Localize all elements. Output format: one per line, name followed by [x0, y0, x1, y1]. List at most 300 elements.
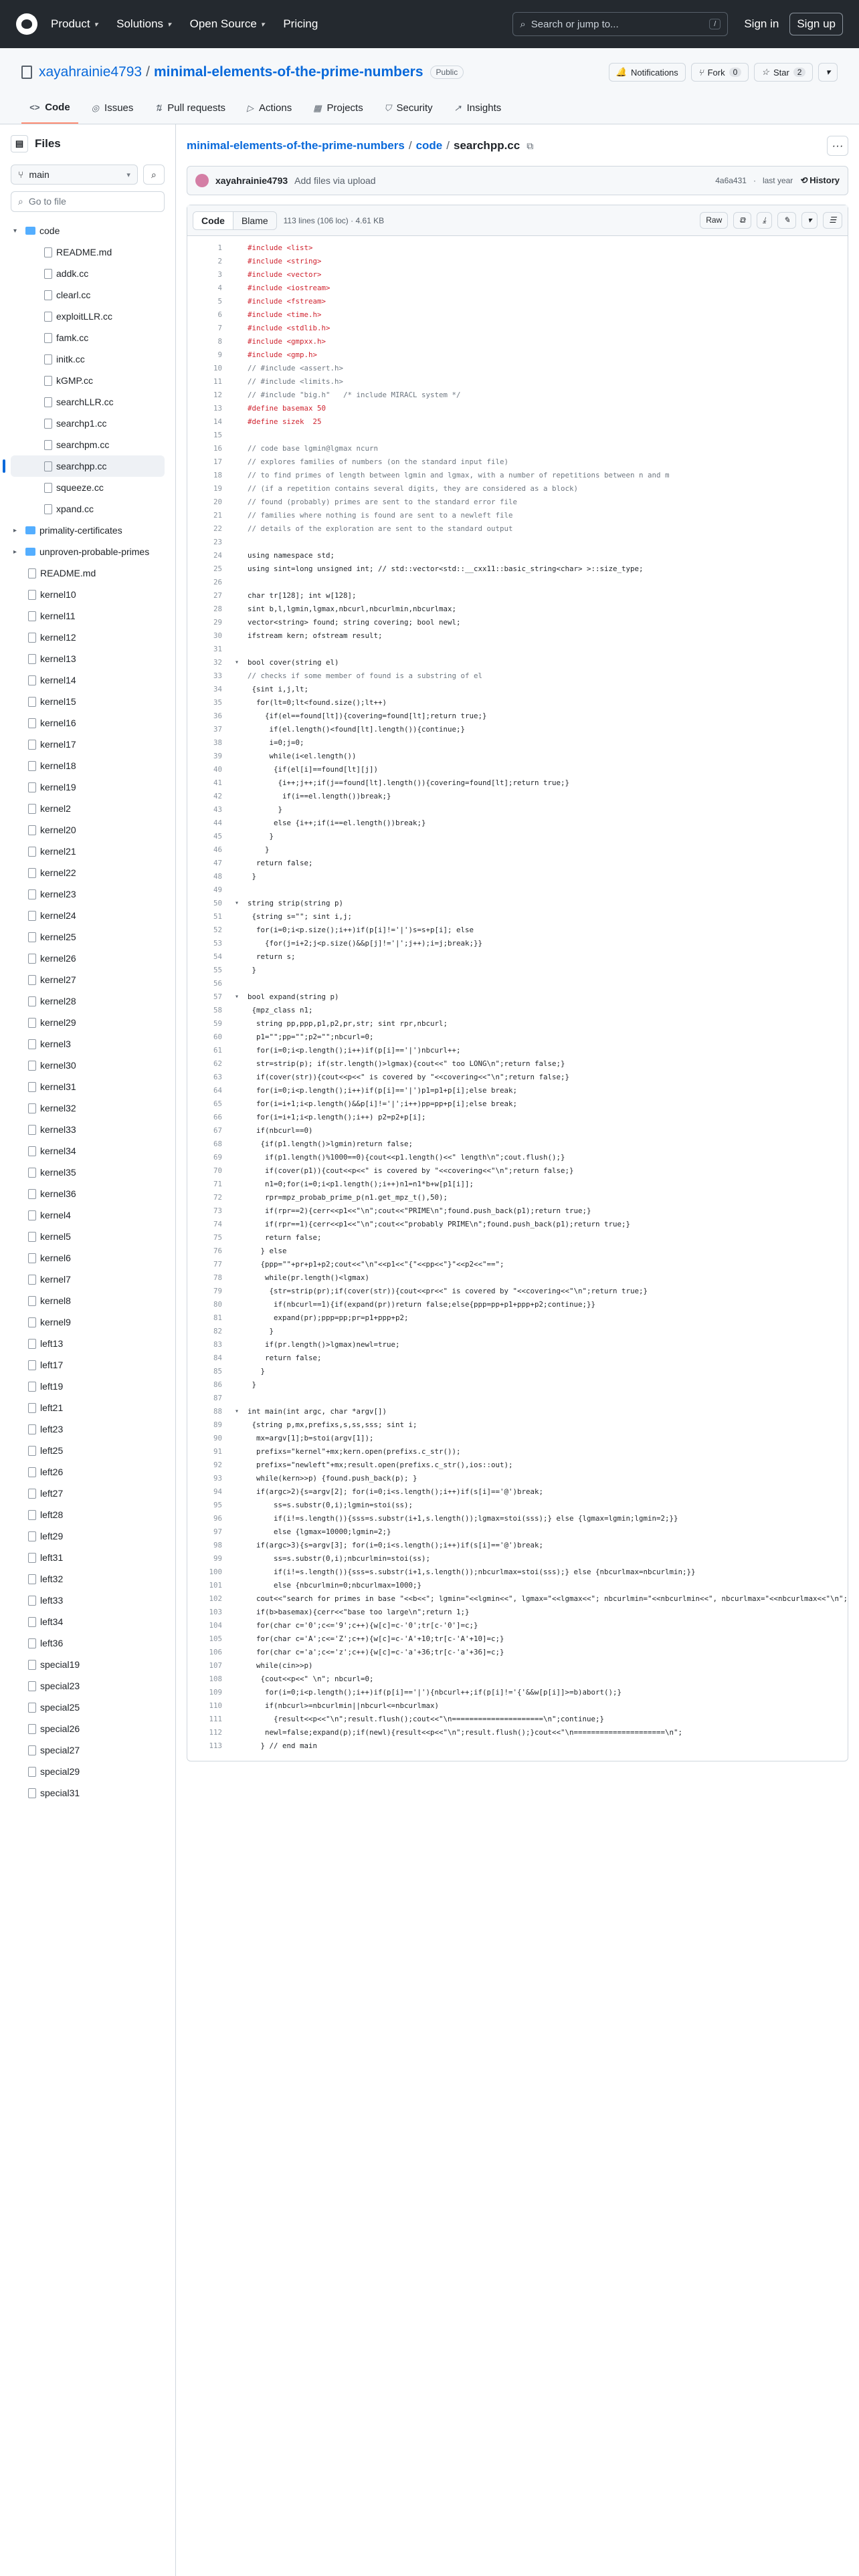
line-number[interactable]: 103 — [209, 1608, 222, 1616]
tree-file[interactable] — [11, 1311, 165, 1333]
tree-item-label: kernel7 — [40, 1274, 71, 1285]
line-number[interactable]: 108 — [209, 1675, 222, 1683]
line-number[interactable]: 48 — [213, 872, 222, 881]
tree-file[interactable] — [11, 819, 165, 841]
fold-chevron-icon[interactable]: ▾ — [234, 993, 239, 1000]
line-number[interactable]: 58 — [213, 1006, 222, 1014]
line-number[interactable]: 55 — [213, 966, 222, 974]
code-text: } — [247, 872, 256, 881]
tree-file[interactable] — [11, 1654, 165, 1675]
tree-file[interactable] — [11, 1055, 165, 1076]
tree-file[interactable] — [11, 263, 165, 284]
line-number[interactable]: 62 — [213, 1059, 222, 1068]
line-number[interactable]: 70 — [213, 1166, 222, 1175]
line-number[interactable]: 37 — [213, 725, 222, 734]
fold-gutter — [226, 469, 248, 482]
branch-selector[interactable]: ⑂ main ▾ — [11, 165, 138, 185]
line-number[interactable]: 19 — [213, 484, 222, 493]
file-icon — [28, 1210, 36, 1220]
line-number[interactable]: 2 — [217, 257, 222, 265]
line-number[interactable]: 75 — [213, 1233, 222, 1242]
tree-file[interactable] — [11, 1076, 165, 1097]
line-number[interactable]: 92 — [213, 1461, 222, 1469]
visibility-badge: Public — [430, 66, 464, 79]
tree-file[interactable] — [11, 905, 165, 926]
line-number[interactable]: 42 — [213, 792, 222, 800]
tree-item-label: primality-certificates — [39, 525, 122, 536]
tree-file[interactable] — [11, 841, 165, 862]
line-number[interactable]: 47 — [213, 859, 222, 867]
line-number[interactable]: 15 — [213, 431, 222, 439]
tree-file[interactable] — [11, 669, 165, 691]
sidebar-collapse-icon[interactable]: ▤ — [11, 135, 28, 152]
code-text: for(i=0;i<p.length();i++)if(p[i]=='|')nbcurl++; — [247, 1046, 461, 1055]
fold-chevron-icon[interactable]: ▾ — [234, 899, 239, 907]
line-number[interactable]: 96 — [213, 1514, 222, 1523]
line-number[interactable]: 10 — [213, 364, 222, 372]
more-options-button[interactable] — [827, 136, 848, 156]
tree-file[interactable] — [11, 391, 165, 413]
tab-actions[interactable]: ▷ Actions — [247, 102, 292, 114]
line-number[interactable]: 29 — [213, 618, 222, 627]
tree-file[interactable] — [11, 1162, 165, 1183]
history-button[interactable]: ⟲ History — [799, 175, 840, 185]
breadcrumb-repo-link[interactable]: minimal-elements-of-the-prime-numbers — [186, 139, 405, 152]
line-number[interactable]: 78 — [213, 1273, 222, 1282]
tree-folder[interactable] — [11, 541, 165, 562]
tree-file[interactable] — [11, 1290, 165, 1311]
line-number[interactable]: 95 — [213, 1501, 222, 1509]
github-logo-icon[interactable] — [16, 13, 37, 35]
line-number[interactable]: 109 — [209, 1688, 222, 1697]
file-icon — [28, 1103, 36, 1113]
tab-issues[interactable]: ◎ Issues — [91, 102, 134, 114]
code-line — [187, 1472, 848, 1485]
line-number[interactable]: 107 — [209, 1661, 222, 1670]
tree-file[interactable] — [11, 691, 165, 712]
code-line — [187, 1271, 848, 1285]
fork-button[interactable]: ⑂ Fork 0 — [691, 63, 749, 82]
tree-item-label: kGMP.cc — [56, 375, 93, 386]
code-line — [187, 335, 848, 348]
tree-file[interactable] — [11, 562, 165, 584]
line-number[interactable]: 56 — [213, 979, 222, 988]
line-number[interactable]: 74 — [213, 1220, 222, 1228]
code-line — [187, 1726, 848, 1739]
line-number[interactable]: 61 — [213, 1046, 222, 1055]
line-number[interactable]: 9 — [217, 350, 222, 359]
line-number[interactable]: 81 — [213, 1313, 222, 1322]
code-text: for(lt=0;lt<found.size();lt++) — [247, 698, 387, 707]
notifications-button[interactable]: 🔔 Notifications — [609, 63, 686, 82]
tree-file[interactable] — [11, 1183, 165, 1204]
tree-file[interactable] — [11, 498, 165, 520]
line-number[interactable]: 86 — [213, 1380, 222, 1389]
line-number[interactable]: 14 — [213, 417, 222, 426]
tree-file[interactable] — [11, 306, 165, 327]
line-number[interactable]: 23 — [213, 538, 222, 546]
line-number[interactable]: 83 — [213, 1340, 222, 1349]
tree-folder[interactable] — [11, 520, 165, 541]
code-text: #include <iostream> — [247, 284, 330, 292]
line-number[interactable]: 4 — [217, 284, 222, 292]
code-line — [187, 1485, 848, 1499]
line-number[interactable]: 33 — [213, 671, 222, 680]
fork-count: 0 — [729, 68, 742, 77]
nav-open-source[interactable]: Open Source ▾ — [189, 17, 265, 30]
tree-file[interactable] — [11, 862, 165, 883]
tree-file[interactable] — [11, 1097, 165, 1119]
tree-file[interactable] — [11, 1504, 165, 1525]
fold-chevron-icon[interactable]: ▾ — [234, 659, 239, 666]
tree-item-label: left36 — [40, 1638, 64, 1648]
file-icon — [28, 1082, 36, 1092]
line-number[interactable]: 27 — [213, 591, 222, 600]
file-icon — [44, 290, 52, 300]
tree-file[interactable] — [11, 1782, 165, 1804]
nav-pricing[interactable]: Pricing — [283, 17, 318, 30]
file-icon — [28, 1253, 36, 1263]
tab-code[interactable]: <> Code — [21, 95, 78, 124]
code-line — [187, 308, 848, 322]
line-number[interactable]: 88 — [213, 1407, 222, 1416]
line-number[interactable]: 32 — [213, 658, 222, 667]
line-number[interactable]: 67 — [213, 1126, 222, 1135]
tree-file[interactable] — [11, 990, 165, 1012]
commit-author-link[interactable]: xayahrainie4793 — [215, 175, 288, 186]
fold-gutter — [226, 295, 248, 308]
edit-file-button[interactable] — [777, 212, 796, 229]
tree-file[interactable] — [11, 1611, 165, 1632]
tree-file[interactable] — [11, 327, 165, 348]
tree-folder[interactable] — [11, 220, 165, 241]
tree-item-label: special26 — [40, 1723, 80, 1734]
line-number[interactable]: 46 — [213, 845, 222, 854]
tree-item-label: kernel11 — [40, 611, 76, 621]
tree-file[interactable] — [11, 1140, 165, 1162]
line-number[interactable]: 38 — [213, 738, 222, 747]
line-number[interactable]: 60 — [213, 1033, 222, 1041]
tree-file[interactable] — [11, 413, 165, 434]
line-number[interactable]: 16 — [213, 444, 222, 453]
path-separator: / — [446, 139, 450, 152]
line-number[interactable]: 41 — [213, 778, 222, 787]
tree-file[interactable] — [11, 455, 165, 477]
line-number[interactable]: 52 — [213, 926, 222, 934]
fold-gutter — [226, 1097, 248, 1111]
fold-gutter — [226, 522, 248, 536]
tree-file[interactable] — [11, 1226, 165, 1247]
line-number[interactable]: 65 — [213, 1099, 222, 1108]
file-icon — [28, 1681, 36, 1691]
line-number[interactable]: 64 — [213, 1086, 222, 1095]
tree-item-label: left31 — [40, 1552, 64, 1563]
line-number[interactable]: 93 — [213, 1474, 222, 1483]
code-text: // details of the exploration are sent to the standard output — [247, 524, 513, 533]
line-number[interactable]: 98 — [213, 1541, 222, 1549]
tree-file[interactable] — [11, 284, 165, 306]
tab-pull-requests[interactable]: ⇅ Pull requests — [155, 102, 226, 114]
fold-gutter — [226, 616, 248, 629]
code-line — [187, 817, 848, 830]
line-number[interactable]: 1 — [217, 243, 222, 252]
line-number[interactable]: 82 — [213, 1327, 222, 1335]
line-number[interactable]: 40 — [213, 765, 222, 774]
chevron-down-icon: ▾ — [167, 20, 171, 29]
tree-file[interactable] — [11, 1547, 165, 1568]
code-text: {if(p1.length()>lgmin)return false; — [247, 1140, 413, 1148]
file-icon — [28, 1510, 36, 1520]
line-number[interactable]: 18 — [213, 471, 222, 479]
tree-file[interactable] — [11, 1590, 165, 1611]
line-number[interactable]: 69 — [213, 1153, 222, 1162]
line-number[interactable]: 51 — [213, 912, 222, 921]
line-number[interactable]: 113 — [209, 1741, 222, 1750]
tree-file[interactable] — [11, 1525, 165, 1547]
code-text: ss=s.substr(0,i);lgmin=stoi(ss); — [247, 1501, 413, 1509]
line-number[interactable]: 12 — [213, 391, 222, 399]
line-number[interactable]: 53 — [213, 939, 222, 948]
code-line — [187, 1566, 848, 1579]
line-number[interactable]: 24 — [213, 551, 222, 560]
line-number[interactable]: 35 — [213, 698, 222, 707]
tree-file[interactable] — [11, 1761, 165, 1782]
copy-raw-button[interactable] — [733, 212, 751, 229]
line-number[interactable]: 104 — [209, 1621, 222, 1630]
line-number[interactable]: 97 — [213, 1527, 222, 1536]
edit-dropdown-button[interactable] — [801, 212, 818, 229]
line-number[interactable]: 110 — [209, 1701, 222, 1710]
line-number[interactable]: 71 — [213, 1180, 222, 1188]
code-text: vector<string> found; string covering; bool newl; — [247, 618, 461, 627]
line-number[interactable]: 25 — [213, 564, 222, 573]
tree-file[interactable] — [11, 1269, 165, 1290]
line-number[interactable]: 45 — [213, 832, 222, 841]
tab-projects[interactable]: ▦ Projects — [313, 102, 363, 114]
tree-file[interactable] — [11, 1675, 165, 1697]
line-number[interactable]: 90 — [213, 1434, 222, 1442]
blame-view-button[interactable]: Blame — [241, 215, 268, 226]
tree-file[interactable] — [11, 1483, 165, 1504]
fold-gutter — [226, 1271, 248, 1285]
file-icon — [28, 1788, 36, 1798]
tree-file[interactable] — [11, 1204, 165, 1226]
global-search-input[interactable]: ⌕ Search or jump to... / — [512, 12, 728, 36]
line-number[interactable]: 100 — [209, 1568, 222, 1576]
avatar[interactable] — [195, 174, 209, 187]
fold-gutter — [226, 629, 248, 643]
tree-file[interactable] — [11, 1440, 165, 1461]
code-text: #include <string> — [247, 257, 322, 265]
line-number[interactable]: 85 — [213, 1367, 222, 1376]
tree-file[interactable] — [11, 1697, 165, 1718]
tree-file[interactable] — [11, 1632, 165, 1654]
file-icon — [28, 1039, 36, 1049]
line-number[interactable]: 34 — [213, 685, 222, 693]
line-number[interactable]: 30 — [213, 631, 222, 640]
search-files-button[interactable] — [143, 165, 165, 185]
line-number[interactable]: 99 — [213, 1554, 222, 1563]
tree-file[interactable] — [11, 1247, 165, 1269]
line-number[interactable]: 66 — [213, 1113, 222, 1121]
file-icon — [28, 1403, 36, 1413]
tree-file[interactable] — [11, 1119, 165, 1140]
file-icon — [28, 1146, 36, 1156]
line-number[interactable]: 76 — [213, 1247, 222, 1255]
line-number[interactable]: 111 — [209, 1715, 222, 1723]
tree-file[interactable] — [11, 1461, 165, 1483]
line-number[interactable]: 17 — [213, 457, 222, 466]
line-number[interactable]: 31 — [213, 645, 222, 653]
line-number[interactable]: 73 — [213, 1206, 222, 1215]
line-number[interactable]: 7 — [217, 324, 222, 332]
line-number[interactable]: 5 — [217, 297, 222, 306]
code-line — [187, 362, 848, 375]
line-number[interactable]: 54 — [213, 952, 222, 961]
tree-file[interactable] — [11, 926, 165, 948]
tree-file[interactable] — [11, 605, 165, 627]
tree-file[interactable] — [11, 755, 165, 776]
line-number[interactable]: 28 — [213, 605, 222, 613]
code-text: {cout<<p<<" \n"; nbcurl=0; — [247, 1675, 374, 1683]
line-number[interactable]: 72 — [213, 1193, 222, 1202]
download-raw-button[interactable] — [757, 212, 772, 229]
line-number[interactable]: 101 — [209, 1581, 222, 1590]
line-number[interactable]: 20 — [213, 498, 222, 506]
line-number[interactable]: 57 — [213, 992, 222, 1001]
line-number[interactable]: 50 — [213, 899, 222, 907]
line-number[interactable]: 8 — [217, 337, 222, 346]
tree-file[interactable] — [11, 1568, 165, 1590]
line-number[interactable]: 22 — [213, 524, 222, 533]
line-number[interactable]: 49 — [213, 885, 222, 894]
line-number[interactable]: 63 — [213, 1073, 222, 1081]
raw-button[interactable]: Raw — [700, 212, 728, 229]
tree-file[interactable] — [11, 370, 165, 391]
tree-file[interactable] — [11, 1418, 165, 1440]
copy-path-icon[interactable]: ⧉ — [527, 140, 534, 151]
repo-owner-link[interactable]: xayahrainie4793 — [39, 64, 142, 80]
fold-gutter — [226, 1044, 248, 1057]
commit-message-link[interactable]: Add files via upload — [294, 175, 376, 186]
fold-gutter — [226, 910, 248, 924]
tree-item-label: left29 — [40, 1531, 64, 1541]
tree-file[interactable] — [11, 712, 165, 734]
line-number[interactable]: 68 — [213, 1140, 222, 1148]
symbols-panel-button[interactable] — [823, 212, 842, 229]
tree-file[interactable] — [11, 1333, 165, 1354]
tab-security[interactable]: ⛉ Security — [384, 102, 433, 114]
bell-icon: 🔔 — [615, 67, 627, 77]
code-text: } — [247, 832, 274, 841]
tree-file[interactable] — [11, 798, 165, 819]
nav-solutions[interactable]: Solutions ▾ — [116, 17, 171, 30]
code-line — [187, 616, 848, 629]
repo-name-link[interactable]: minimal-elements-of-the-prime-numbers — [153, 64, 423, 80]
tree-file[interactable] — [11, 969, 165, 990]
tree-file[interactable] — [11, 1354, 165, 1376]
line-number[interactable]: 13 — [213, 404, 222, 413]
line-number[interactable]: 26 — [213, 578, 222, 586]
tree-file[interactable] — [11, 776, 165, 798]
tree-file[interactable] — [11, 1033, 165, 1055]
code-view-button[interactable]: Code — [193, 212, 233, 229]
line-number[interactable]: 6 — [217, 310, 222, 319]
line-number[interactable]: 94 — [213, 1487, 222, 1496]
line-number[interactable]: 59 — [213, 1019, 222, 1028]
line-number[interactable]: 79 — [213, 1287, 222, 1295]
tree-file[interactable] — [11, 948, 165, 969]
file-icon — [28, 1446, 36, 1456]
line-number[interactable]: 21 — [213, 511, 222, 520]
line-number[interactable]: 87 — [213, 1394, 222, 1402]
sign-up-button[interactable]: Sign up — [789, 13, 843, 35]
go-to-file-input[interactable]: ⌕ Go to file — [11, 191, 165, 212]
line-number[interactable]: 36 — [213, 712, 222, 720]
line-number[interactable]: 43 — [213, 805, 222, 814]
code-text: ss=s.substr(0,i);nbcurlmin=stoi(ss); — [247, 1554, 430, 1563]
line-number[interactable]: 102 — [209, 1594, 222, 1603]
breadcrumb-dir-link[interactable]: code — [415, 139, 443, 152]
line-number[interactable]: 89 — [213, 1420, 222, 1429]
tree-file[interactable] — [11, 434, 165, 455]
code-text: else {i++;if(i==el.length())break;} — [247, 819, 426, 827]
line-number[interactable]: 112 — [209, 1728, 222, 1737]
tab-insights[interactable]: ↗ Insights — [454, 102, 502, 114]
line-number[interactable]: 105 — [209, 1634, 222, 1643]
issue-icon: ◎ — [91, 102, 100, 113]
line-number[interactable]: 84 — [213, 1354, 222, 1362]
line-number[interactable]: 11 — [213, 377, 222, 386]
line-number[interactable]: 39 — [213, 752, 222, 760]
tree-file[interactable] — [11, 883, 165, 905]
line-number[interactable]: 80 — [213, 1300, 222, 1309]
tree-file[interactable] — [11, 1718, 165, 1739]
commit-hash-link[interactable]: 4a6a431 — [715, 176, 747, 185]
sign-in-link[interactable]: Sign in — [744, 17, 779, 30]
tree-file[interactable] — [11, 584, 165, 605]
line-number[interactable]: 44 — [213, 819, 222, 827]
code-line — [187, 268, 848, 282]
tree-file[interactable] — [11, 648, 165, 669]
nav-product[interactable]: Product ▾ — [51, 17, 98, 30]
tree-item-label: squeeze.cc — [56, 482, 104, 493]
tree-file[interactable] — [11, 477, 165, 498]
tree-file[interactable] — [11, 1739, 165, 1761]
tree-file[interactable] — [11, 627, 165, 648]
tree-file[interactable] — [11, 348, 165, 370]
line-number[interactable]: 91 — [213, 1447, 222, 1456]
fold-chevron-icon[interactable]: ▾ — [234, 1408, 239, 1415]
tree-item-label: kernel16 — [40, 718, 76, 728]
tree-file[interactable] — [11, 1012, 165, 1033]
line-number[interactable]: 77 — [213, 1260, 222, 1269]
code-text: // code base lgmin@lgmax ncurn — [247, 444, 378, 453]
code-text: if(argc>2){s=argv[2]; for(i=0;i<s.length();i++)if(s[i]=='@')break; — [247, 1487, 543, 1496]
tree-file[interactable] — [11, 241, 165, 263]
code-text: return false; — [247, 1354, 322, 1362]
tree-file[interactable] — [11, 1397, 165, 1418]
code-text: } // end main — [247, 1741, 317, 1750]
tree-file[interactable] — [11, 1376, 165, 1397]
file-icon — [28, 1767, 36, 1777]
line-number[interactable]: 106 — [209, 1648, 222, 1656]
line-number[interactable]: 3 — [217, 270, 222, 279]
tree-file[interactable] — [11, 734, 165, 755]
file-icon — [28, 1467, 36, 1477]
star-button[interactable]: ☆ Star 2 — [754, 63, 813, 82]
star-dropdown-button[interactable] — [818, 63, 838, 82]
